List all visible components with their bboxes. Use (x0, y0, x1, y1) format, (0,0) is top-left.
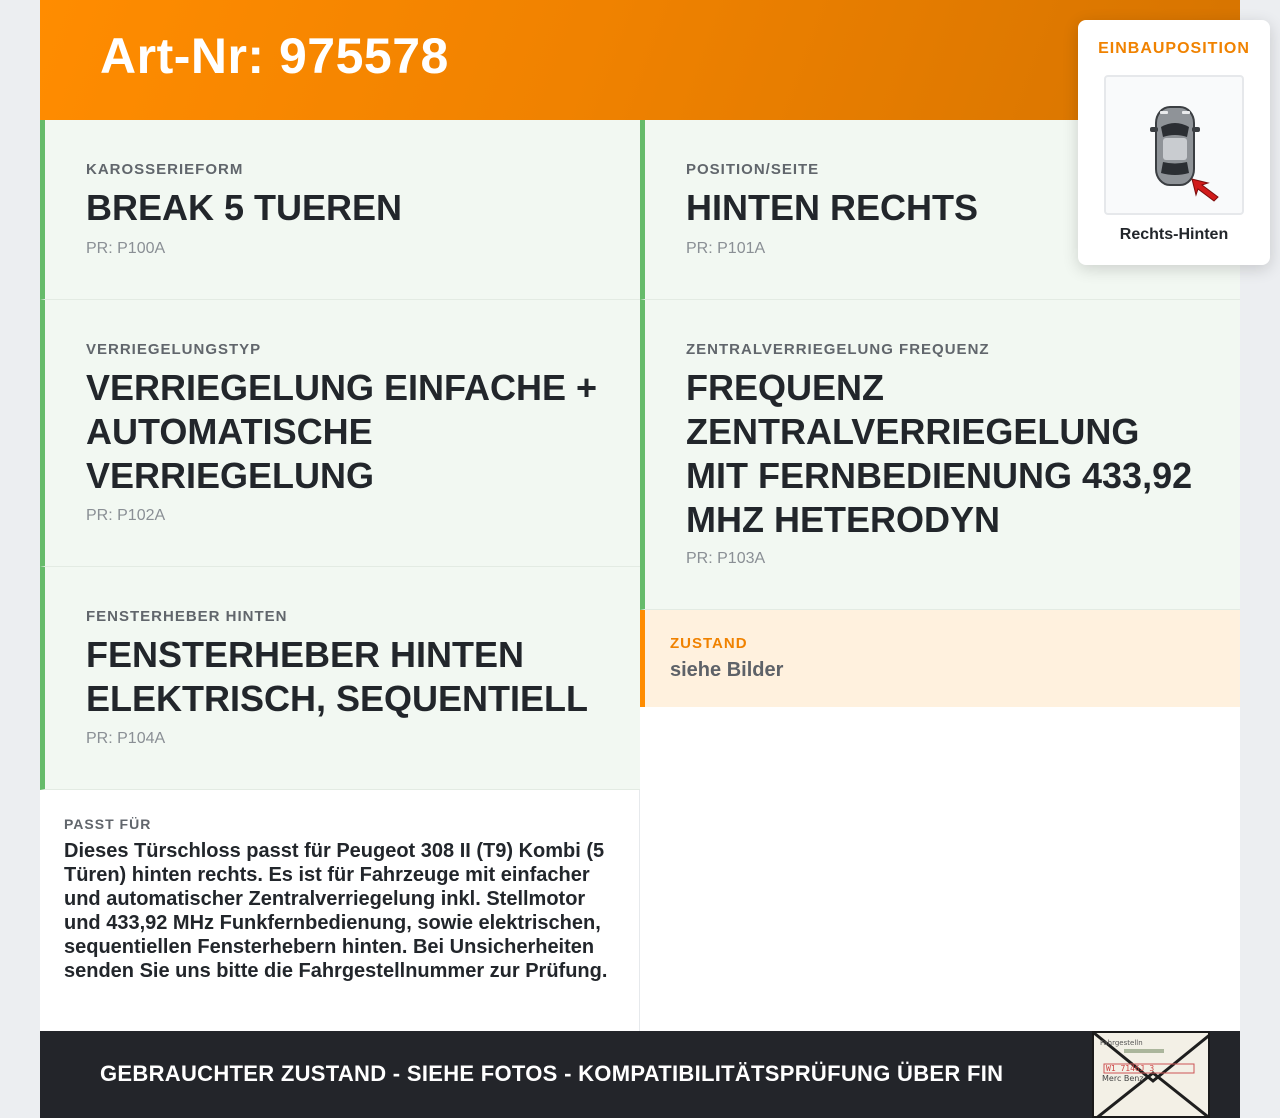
spec-value: BREAK 5 TUEREN (86, 187, 403, 228)
spec-pr-code: PR: P103A (686, 550, 766, 567)
car-position-image (1104, 75, 1244, 215)
spec-value: FENSTERHEBER HINTEN ELEKTRISCH, SEQUENTIELL (86, 634, 589, 719)
doc-line-3: Merc Benz (1102, 1074, 1144, 1083)
condition-value: siehe Bilder (670, 659, 784, 681)
condition-box (640, 610, 1240, 707)
spec-zentralverriegelung-frequenz (640, 300, 1240, 610)
article-number-title: Art-Nr: 975578 (100, 28, 449, 84)
header-bar (40, 0, 1240, 120)
footer-message: GEBRAUCHTER ZUSTAND - SIEHE FOTOS - KOMPATIBILITÄTSPRÜFUNG ÜBER FIN (100, 1061, 1004, 1086)
spec-label: FENSTERHEBER HINTEN (86, 608, 288, 625)
doc-line-1: Fahrgestelln (1100, 1039, 1143, 1047)
doc-line-2: W1 7146J 3 (1106, 1064, 1155, 1073)
document-image-icon (1094, 1033, 1210, 1118)
spec-fensterheber-hinten (40, 567, 640, 790)
product-sheet (40, 0, 1250, 1118)
fitment-section (40, 790, 640, 1031)
spec-value: HINTEN RECHTS (686, 187, 979, 228)
einbauposition-caption: Rechts-Hinten (1119, 226, 1229, 243)
vehicle-document-thumbnail[interactable] (1092, 1031, 1210, 1118)
spec-value: VERRIEGELUNG EINFACHE + AUTOMATISCHE VERRIEGELUNG (86, 367, 598, 496)
spec-pr-code: PR: P102A (86, 507, 166, 524)
empty-area (640, 707, 1240, 1031)
einbauposition-title: EINBAUPOSITION (1098, 40, 1250, 57)
footer-bar (40, 1031, 1240, 1118)
spec-label: POSITION/SEITE (686, 161, 820, 178)
condition-label: ZUSTAND (670, 635, 748, 652)
spec-pr-code: PR: P100A (86, 240, 166, 257)
fitment-text: Dieses Türschloss passt für Peugeot 308 II (T9) Kombi (5 Türen) hinten rechts. Es ist für Fahrzeuge mit einfacher und automatischer Zentralverriegelung inkl. Stellmotor und 433,92 MHz Funkfernbedienung, sowie elektrischen, sequentiellen Fensterhebern hinten. Bei Unsicherheiten senden Sie uns bitte die Fahrgestellnummer zur Prüfung. (64, 840, 608, 982)
spec-value: FREQUENZ ZENTRALVERRIEGELUNG MIT FERNBEDIENUNG 433,92 MHZ HETERODYN (686, 367, 1193, 540)
spec-karosserieform (40, 120, 640, 300)
car-top-view-icon (1106, 77, 1242, 213)
spec-label: VERRIEGELUNGSTYP (86, 341, 262, 358)
spec-label: KAROSSERIEFORM (86, 161, 244, 178)
spec-pr-code: PR: P104A (86, 730, 166, 747)
einbauposition-card (1078, 20, 1270, 265)
spec-verriegelungstyp (40, 300, 640, 567)
fitment-label: PASST FÜR (64, 816, 152, 832)
spec-label: ZENTRALVERRIEGELUNG FREQUENZ (686, 341, 990, 358)
spec-pr-code: PR: P101A (686, 240, 766, 257)
